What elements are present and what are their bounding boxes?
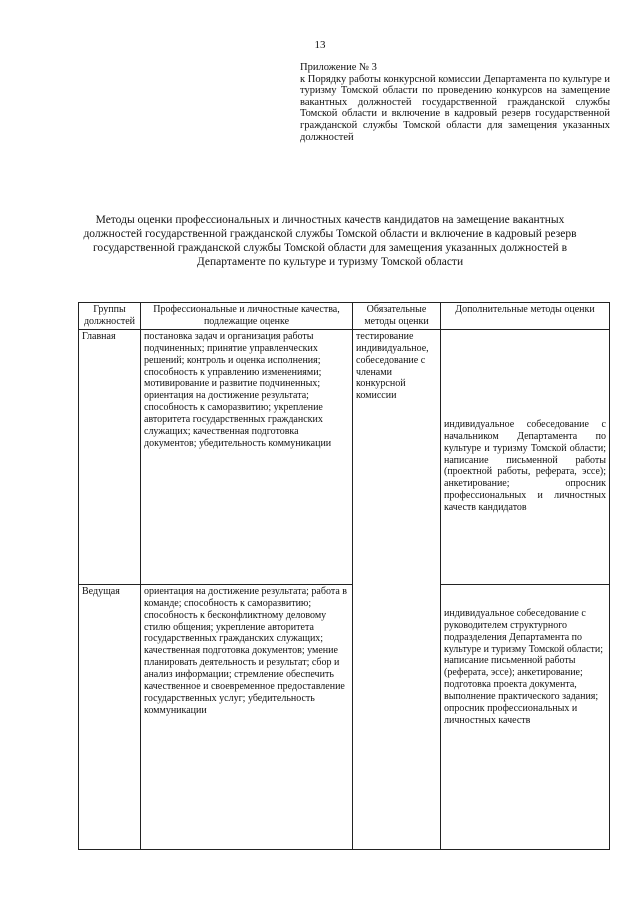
header-group: Группы должностей: [79, 303, 141, 330]
header-qualities: Профессиональные и личностные качества, подлежащие оценке: [141, 303, 353, 330]
header-mandatory: Обязательные методы оценки: [353, 303, 441, 330]
row-group: Ведущая: [79, 584, 141, 849]
appendix-title: Приложение № 3: [300, 62, 377, 73]
document-heading: Методы оценки профессиональных и личностных качеств кандидатов на замещение вакантных должностей государственной гражданской службы Томской области и включение в кадровый резерв государственной гражданской службы Томской области для замещения указанных должностей в Департаменте по культуре и туризму Томской области: [83, 214, 577, 268]
row-qualities: ориентация на достижение результата; работа в команде; способность к саморазвитию; способность к бесконфликтному деловому стилю общения; укрепление авторитета государственных гражданских служащих; качественная подготовка документов; умение планировать деятельность и результат; сбор и анализ информации; стремление обеспечить качественное и своевременное предоставление государственных услуг; убедительность коммуникации: [141, 584, 353, 849]
table-row: [79, 329, 610, 584]
row-group: Главная: [79, 329, 141, 584]
row-additional-cell: [441, 584, 610, 849]
methods-table: [78, 302, 610, 850]
row-additional-cell: [441, 329, 610, 584]
row-additional: индивидуальное собеседование с начальником Департамента по культуре и туризму Томской области; написание письменной работы (проектной работы, реферата, эссе); анкетирование; опросник профессиональных и личностных качеств кандидатов: [444, 418, 606, 514]
appendix-body: к Порядку работы конкурсной комиссии Департамента по культуре и туризму Томской области по проведению конкурсов на замещение вакантных должностей государственной гражданской службы Томской области и включение в кадровый резерв государственной гражданской службы Томской области для замещения указанных должностей: [300, 73, 610, 143]
row-additional: индивидуальное собеседование с руководителем структурного подразделения Департамента по культуре и туризму Томской области; написание письменной работы (реферата, эссе); анкетирование; подготовка проекта документа, выполнение практического задания; опросник профессиональных и личностных качеств: [444, 607, 604, 726]
row-qualities: постановка задач и организация работы подчиненных; принятие управленческих решений; контроль и оценка исполнения; способность к управлению изменениями; мотивирование и развитие подчиненных; ориентация на достижение результата; способность к саморазвитию; укрепление авторитета государственных гражданских служащих; качественная подготовка документов; убедительность коммуникации: [141, 329, 353, 584]
appendix-block: [300, 62, 610, 143]
page-number: 13: [314, 39, 326, 51]
header-additional: Дополнительные методы оценки: [441, 303, 610, 330]
table-header-row: [79, 303, 610, 330]
row-mandatory: тестирование индивидуальное, собеседование с членами конкурсной комиссии: [353, 329, 441, 849]
table-row: [79, 584, 610, 849]
